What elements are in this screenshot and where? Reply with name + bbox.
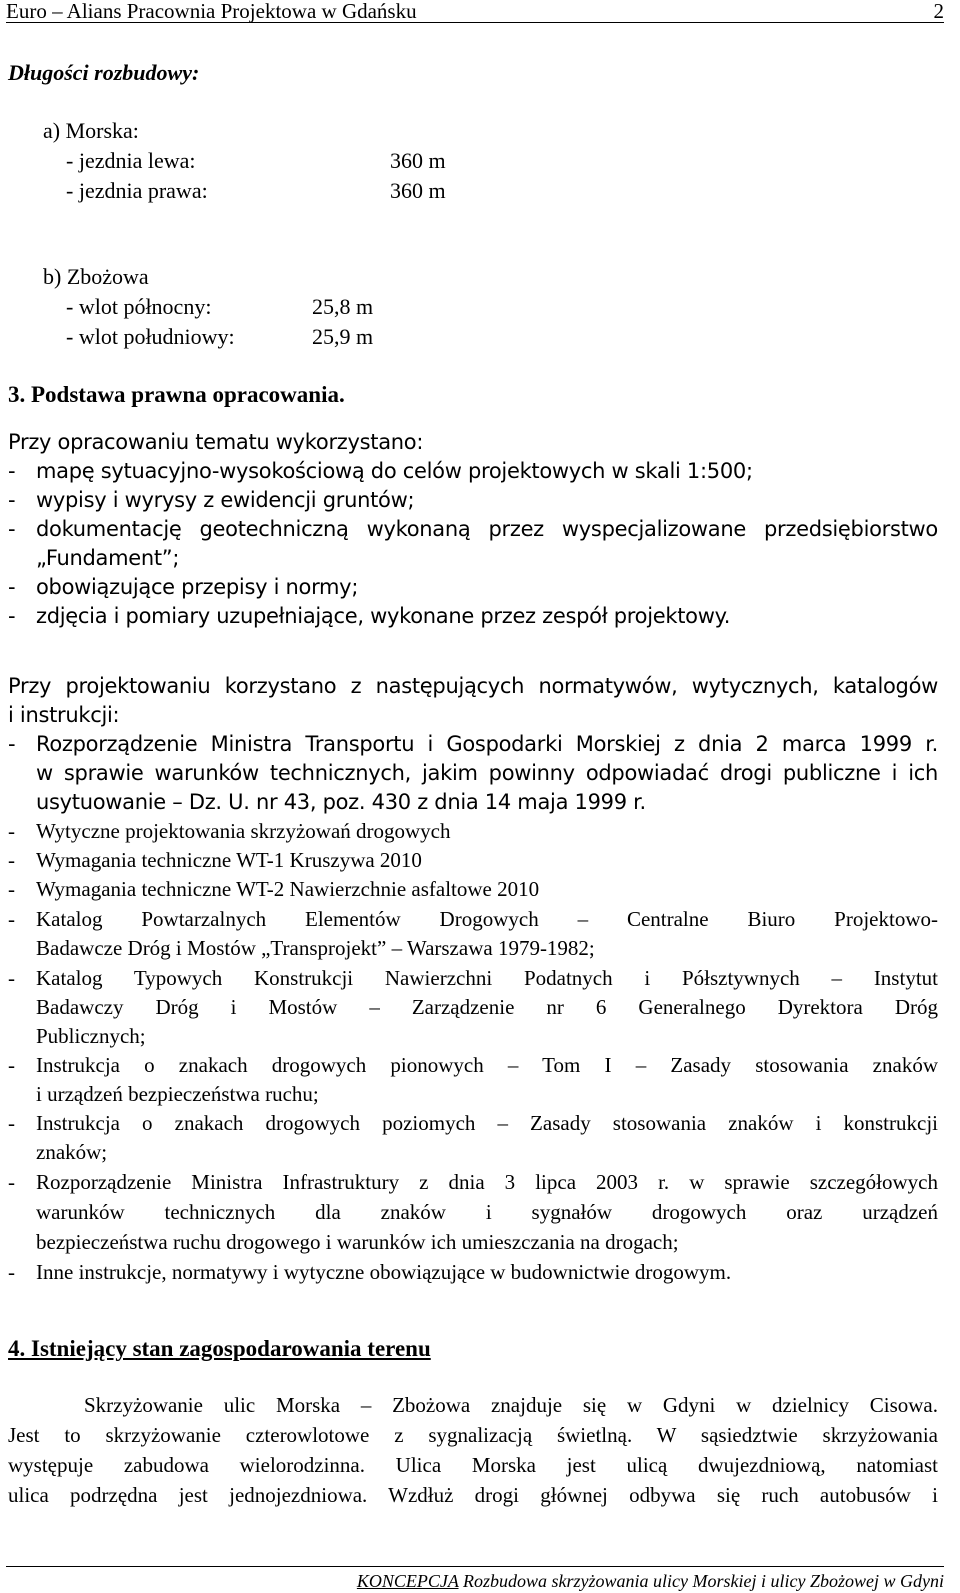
zbozowa-north-label: - wlot północny:	[66, 294, 212, 319]
morska-left-label: - jezdnia lewa:	[66, 148, 196, 173]
section-4-title: 4. Istniejący stan zagospodarowania terenu	[8, 1336, 431, 1361]
document-page: Euro – Alians Pracownia Projektowa w Gdańsku 2 Długości rozbudowy: a) Morska: - jezdnia lewa: 360 m - jezdnia prawa: 360 m b) Zbożowa - wlot północny: 25,8 m - wlot południowy: 25,9 m 3. Podstawa prawna opracowania. Przy opracowaniu tematu wykorzystano: - mapę sytuacyjno-wysokościową do celów projektowych w skali 1:500; - wypisy i wyrysy z ewidencji gruntów; - dokumentację geotechniczną wykonaną przez wyspecjalizowane przedsiębiorstwo „Fundament”; - obowiązujące przepisy i normy; - zdjęcia i pomiary uzupełniające, wykonane przez zespół projektowy. Przy projektowaniu korzystano z następujących normatywów, wytycznych, katalogów i instrukcji: - Rozporządzenie Ministra Transportu i Gospodarki Morskiej z dnia 2 marca 1999 r. w sprawie warunków technicznych, jakim powinny odpowiadać drogi publiczne i ich usytuowanie – Dz. U. nr 43, poz. 430 z dnia 14 maja 1999 r. - Wytyczne projektowania skrzyżowań drogowych - Wymagania techniczne WT-1 Kruszywa 2010 - Wymagania techniczne WT-2 Nawierzchnie asfaltowe 2010 - Katalog Powtarzalnych Elementów Drogowych – Centralne Biuro Projektowo- Badawcze Dróg i Mostów „Transprojekt” – Warszawa 1979-1982; - Katalog Typowych Konstrukcji Nawierzchni Podatnych i Półsztywnych – Instytut Badawczy Dróg i Mostów – Zarządzenie nr 6 Generalnego Dyrektora Dróg Publicznych; - Instrukcja o znakach drogowych pionowych – Tom I – Zasady stosowania znaków i urządzeń bezpieczeństwa ruchu; - Instrukcja o znakach drogowych poziomych – Zasady stosowania znaków i konstrukcji znaków; - Rozporządzenie Ministra Infrastruktury z dnia 3 lipca 2003 r. w sprawie szczegółowych warunków technicznych dla znaków i sygnałów drogowych oraz urządzeń bezpieczeństwa ruchu drogowego i warunków ich umieszczania na drogach; - Inne instrukcje, normatywy i wytyczne obowiązujące w budownictwie drogowym. 4. Istniejący stan zagospodarowania terenu Skrzyżowanie ulic Morska – Zbożowa znajduje się w Gdyni w dzielnicy Cisowa. Jest to skrzyżowanie czterowlotowe z sygnalizacją świetlną. W sąsiedztwie skrzyżowania występuje zabudowa wielorodzinna. Ulica Morska jest ulicą dwujezdniową, natomiast ulica podrzędna jest jednojezdniowa. Wzdłuż drogi głównej odbywa się ruch autobusów i KONCEPCJA Rozbudowa skrzyżowania ulicy Morskiej i ulicy Zbożowej w Gdyni	[6, 0, 944, 1591]
section-3-title: 3. Podstawa prawna opracowania.	[8, 382, 345, 407]
morska-right-value: 360 m	[390, 178, 446, 203]
section-3-intro: Przy opracowaniu tematu wykorzystano:	[8, 430, 424, 454]
lengths-title: Długości rozbudowy:	[8, 60, 200, 85]
page-header	[6, 0, 944, 23]
page-footer	[6, 1566, 944, 1592]
section-a-label: a) Morska:	[43, 118, 139, 143]
zbozowa-south-label: - wlot południowy:	[66, 324, 235, 349]
footer-prefix: KONCEPCJA	[356, 1571, 459, 1591]
page-number: 2	[933, 0, 944, 23]
morska-right-label: - jezdnia prawa:	[66, 178, 208, 203]
section-b-label: b) Zbożowa	[43, 264, 149, 289]
zbozowa-south-value: 25,9 m	[312, 324, 374, 349]
header-company: Euro – Alians Pracownia Projektowa w Gdańsku	[6, 0, 417, 23]
zbozowa-north-value: 25,8 m	[312, 294, 374, 319]
morska-left-value: 360 m	[390, 148, 446, 173]
footer-text: Rozbudowa skrzyżowania ulicy Morskiej i ulicy Zbożowej w Gdyni	[458, 1571, 944, 1591]
